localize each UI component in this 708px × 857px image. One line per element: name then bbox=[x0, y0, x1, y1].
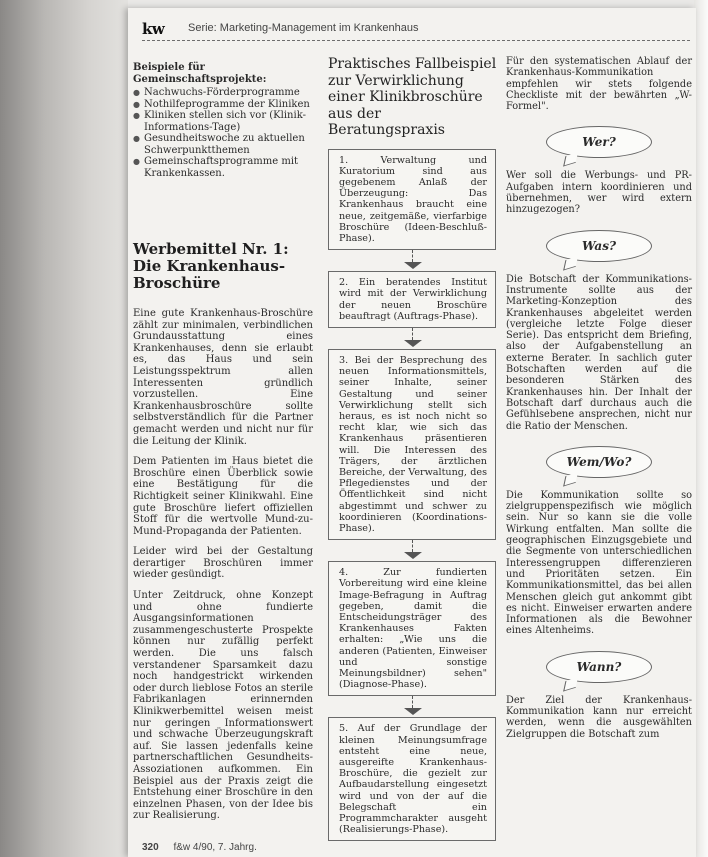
issue-info: f&w 4/90, 7. Jahrg. bbox=[173, 842, 257, 853]
section-heading: Werbemittel Nr. 1: Die Krankenhaus-Broschüre bbox=[133, 240, 289, 292]
column-left bbox=[133, 62, 313, 831]
speech-bubble-wer: Wer? bbox=[546, 126, 652, 158]
magazine-page bbox=[128, 8, 696, 857]
arrow-down-icon bbox=[404, 340, 422, 347]
connector-line bbox=[412, 250, 500, 262]
paragraph: Eine gute Krankenhaus-Broschüre zählt zur minimalen, verbindlichen Grundausstattung eines Krankenhauses, denn sie erlaubt es, das Haus und sein Leistungsspektrum allen Interessenten gründlich vorzustellen. Eine Krankenhausbroschüre sollte selbstverständlich für die Partner gemacht werden und nicht nur für die Leitung der Klinik. bbox=[133, 308, 313, 447]
page-footer bbox=[142, 842, 257, 853]
paragraph: Die Kommunikation sollte so zielgruppenspezifisch wie möglich sein. Nur so kann sie die volle Wirkung entfalten. Man sollte die geographischen Einzugsgebiete und die Segmente von unterschiedlichen Interessengruppen differenzieren und Prioritäten setzen. Ein Kommunikationsmittel, das bei allen Menschen gleich gut ankommt gibt es nicht. Einweiser erwarten andere Informationen als die Bewohner eines Altenheims. bbox=[506, 489, 692, 637]
speech-bubble-wann: Wann? bbox=[546, 651, 652, 683]
connector-line bbox=[412, 540, 500, 552]
list-item: ● Nothilfeprogramme der Kliniken bbox=[133, 99, 313, 111]
step-box-5: 5. Auf der Grundlage der kleinen Meinungsumfrage entsteht eine neue, ausgereifte Krankenhaus-Broschüre, die gezielt zur Aufbaudarstellung eingesetzt wird und von der auf die Belegschaft ein Programmcharakter ausgeht (Realisierungs-Phase). bbox=[328, 717, 496, 841]
paragraph: Die Botschaft der Kommunikations-Instrumente sollte aus der Marketing-Konzeption des Krankenhauses abgeleitet werden (vergleiche letzte Folge dieser Serie). Das entspricht dem Briefing, also der Aufgabenstellung an externe Berater. In sachlich guter Botschaften werden auf die besonderen Stärken des Krankenhauses hin. Der Inhalt der Botschaft darf durchaus auch die Gefühlsebene ansprechen, nicht nur die Ratio der Menschen. bbox=[506, 273, 692, 432]
projects-list bbox=[133, 87, 313, 179]
paragraph: Unter Zeitdruck, ohne Konzept und ohne fundierte Ausgangsinformationen zusammengeschusterte Prospekte können nur zufällig perfekt werden. Die uns falsch verstandener Sparsamkeit dazu noch handgestrickt wirkenden oder durch lieblose Fotos an sterile Fabrikanlagen erinnernden Klinikwerbemittel weisen meist nur geringen Informationswert und schwache Überzeugungskraft auf. Sie lassen jedenfalls keine partnerschaftlichen Gesundheits-Assoziationen aufkommen. Ein Beispiel aus der Praxis zeigt die Entstehung einer Broschüre in den einzelnen Phasen, von der Idee bis zur Realisierung. bbox=[133, 590, 313, 822]
magazine-logo: kw bbox=[142, 20, 165, 38]
list-item: ● Kliniken stellen sich vor (Klinik-Informations-Tage) bbox=[133, 110, 313, 133]
case-study-heading: Praktisches Fallbeispiel zur Verwirklichung einer Klinikbroschüre aus der Beratungspraxis bbox=[328, 56, 497, 138]
paragraph: Der Ziel der Krankenhaus-Kommunikation kann nur erreicht werden, wenn die ausgewählten Zielgruppen die Botschaft zum bbox=[506, 694, 692, 740]
series-title: Serie: Marketing-Management im Krankenhaus bbox=[188, 22, 419, 34]
list-item: ● Nachwuchs-Förderprogramme bbox=[133, 87, 313, 99]
book-binding bbox=[0, 0, 128, 857]
arrow-down-icon bbox=[404, 262, 422, 269]
arrow-down-icon bbox=[404, 552, 422, 559]
page-number: 320 bbox=[142, 842, 159, 853]
running-header bbox=[142, 18, 690, 41]
projects-lead: Beispiele für Gemeinschaftsprojekte: bbox=[133, 62, 267, 85]
arrow-down-icon bbox=[404, 708, 422, 715]
column-right bbox=[506, 56, 692, 749]
column-middle bbox=[324, 56, 500, 841]
connector-line bbox=[412, 328, 500, 340]
list-item: ● Gemeinschaftsprogramme mit Krankenkassen. bbox=[133, 156, 313, 179]
paragraph: Dem Patienten im Haus bietet die Broschüre einen Überblick sowie eine Bestätigung für die Richtigkeit seiner Klinikwahl. Eine gute Broschüre liefert offiziellen Stoff für die wertvolle Mund-zu-Mund-Propaganda der Patienten. bbox=[133, 456, 313, 537]
step-box-1: 1. Verwaltung und Kuratorium sind aus gegebenem Anlaß der Überzeugung: Das Krankenhaus braucht eine neue, zeitgemäße, vierfarbige Broschüre (Ideen-Beschluß-Phase). bbox=[328, 149, 496, 251]
speech-bubble-wem-wo: Wem/Wo? bbox=[546, 446, 652, 478]
checklist-intro: Für den systematischen Ablauf der Krankenhaus-Kommunikation empfehlen wir stets folgende Checkliste mit der bewährten „W-Formel". bbox=[506, 56, 692, 113]
connector-line bbox=[412, 696, 500, 708]
list-item: ● Gesundheitswoche zu aktuellen Schwerpunktthemen bbox=[133, 133, 313, 156]
step-box-4: 4. Zur fundierten Vorbereitung wird eine kleine Image-Befragung in Auftrag gegeben, damit die Entscheidungsträger des Krankenhauses Fakten erhalten: „Wie uns die anderen (Patienten, Einweiser und sonstige Meinungsbildner) sehen" (Diagnose-Phase). bbox=[328, 561, 496, 696]
step-box-3: 3. Bei der Besprechung des neuen Informationsmittels, seiner Inhalte, seiner Gestaltung und seiner Verwirklichung stellt sich heraus, es ist noch nicht so recht klar, wie sich das Krankenhaus präsentieren will. Die Interessen des Trägers, der ärztlichen Bereiche, der Verwaltung, des Pflegedienstes und der Öffentlichkeit sind nicht abgestimmt und schwer zu koordinieren (Koordinations-Phase). bbox=[328, 349, 496, 540]
paragraph: Wer soll die Werbungs- und PR-Aufgaben intern koordinieren und übernehmen, wer wird extern hinzugezogen? bbox=[506, 170, 692, 216]
page-edge bbox=[694, 0, 708, 857]
speech-bubble-was: Was? bbox=[546, 230, 652, 262]
step-box-2: 2. Ein beratendes Institut wird mit der Verwirklichung der neuen Broschüre beauftragt (Auftrags-Phase). bbox=[328, 271, 496, 328]
paragraph: Leider wird bei der Gestaltung derartiger Broschüren immer wieder gesündigt. bbox=[133, 546, 313, 581]
